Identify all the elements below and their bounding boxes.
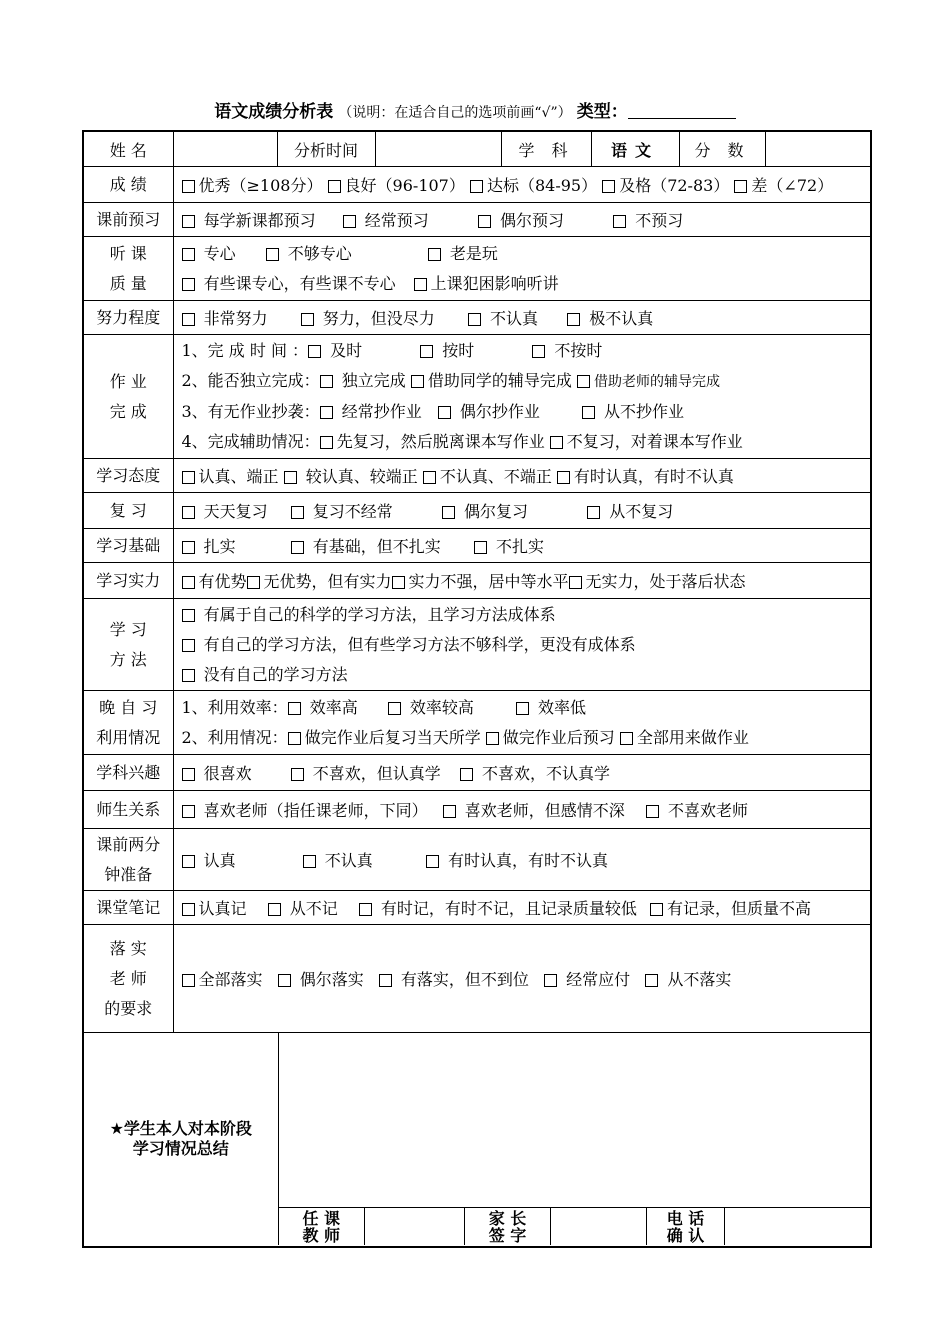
option-label: 偶尔预习	[500, 211, 565, 230]
row-listening	[83, 237, 871, 301]
row-label: 师生关系	[83, 791, 173, 829]
row-label: 完 成	[109, 401, 147, 421]
option-label: 没有自己的学习方法	[203, 664, 348, 684]
row-label: 学习基础	[83, 529, 173, 563]
option-label: 复习不经常	[312, 502, 393, 521]
row-pre-class-prep	[83, 829, 871, 891]
checkbox-icon[interactable]	[443, 805, 456, 818]
row-effort	[83, 301, 871, 335]
checkbox-icon[interactable]	[291, 768, 304, 781]
time-field[interactable]	[375, 132, 501, 166]
row-label: 努力程度	[83, 301, 173, 335]
option-label: 专心	[203, 243, 236, 263]
row-label: 利用情况	[96, 727, 161, 747]
type-input-line[interactable]	[628, 104, 736, 119]
checkbox-icon[interactable]	[411, 375, 424, 388]
row-label: 作 业	[109, 371, 147, 391]
option-label: 全部用来做作业	[636, 727, 749, 747]
checkbox-icon[interactable]	[182, 768, 195, 781]
checkbox-icon[interactable]	[587, 506, 600, 519]
option-label: 不喜欢，但认真学	[312, 764, 441, 783]
phone-label: 电 话	[666, 1208, 705, 1228]
row-label: 成 绩	[83, 167, 173, 203]
row-homework	[83, 335, 871, 459]
row-review	[83, 493, 871, 529]
checkbox-icon[interactable]	[516, 702, 529, 715]
checkbox-icon[interactable]	[470, 180, 483, 193]
checkbox-icon[interactable]	[414, 278, 427, 291]
option-label: 不够专心	[287, 243, 352, 263]
time-label: 分析时间	[277, 132, 375, 166]
option-label: 有基础，但不扎实	[312, 537, 441, 556]
checkbox-icon[interactable]	[182, 215, 195, 228]
question-label: 2、能否独立完成：	[181, 371, 320, 390]
row-label: 课堂笔记	[83, 891, 173, 925]
checkbox-icon[interactable]	[182, 506, 195, 519]
checkbox-icon[interactable]	[266, 248, 279, 261]
option-label: 无优势，但有实力	[263, 572, 392, 591]
option-label: 有落实，但不到位	[400, 970, 529, 989]
option-label: 有时认真，有时不认真	[448, 851, 609, 870]
option-label: 无实力，处于落后状态	[585, 572, 746, 591]
checkbox-icon[interactable]	[478, 215, 491, 228]
option-label: 按时	[442, 341, 475, 360]
checkbox-icon[interactable]	[182, 248, 195, 261]
option-good[interactable]: 良好（96-107）	[328, 176, 465, 195]
option-label: 喜欢老师（指任课老师，下同）	[203, 801, 428, 820]
form-title-line	[0, 97, 950, 122]
summary-label: 学习情况总结	[132, 1139, 229, 1158]
option-label: 效率高	[309, 697, 358, 717]
option-label: 做完作业后复习当天所学	[304, 727, 481, 747]
option-label: 非常努力	[203, 309, 268, 328]
option-label: 做完作业后预习	[502, 727, 615, 747]
row-teacher-relation	[83, 791, 871, 829]
checkbox-icon[interactable]	[291, 506, 304, 519]
parent-label: 家 长	[488, 1208, 527, 1228]
option-label: 有优势	[198, 572, 247, 591]
row-teacher-requirements	[83, 925, 871, 1033]
subject-value: 语文	[591, 132, 679, 166]
row-foundation	[83, 529, 871, 563]
option-label: 认真、端正	[198, 467, 279, 486]
checkbox-icon[interactable]	[557, 471, 570, 484]
row-label: 学习态度	[83, 459, 173, 493]
checkbox-icon[interactable]	[247, 576, 260, 589]
type-label: 类型：	[576, 102, 628, 122]
row-summary: ★学生本人对本阶段 学习情况总结 任 课 教 师 家 长 签 字 电 话 确 认	[83, 1033, 871, 1248]
checkbox-icon[interactable]	[182, 805, 195, 818]
option-label: 有时认真，有时不认真	[573, 467, 734, 486]
checkbox-icon[interactable]	[182, 974, 195, 987]
checkbox-icon[interactable]	[288, 702, 301, 715]
row-label: 质 量	[109, 273, 147, 293]
option-label: 较认真、较端正	[305, 467, 418, 486]
option-label: 不扎实	[496, 537, 545, 556]
subject-label: 学 科	[501, 132, 591, 166]
checkbox-icon[interactable]	[420, 345, 433, 358]
checkbox-icon[interactable]	[569, 576, 582, 589]
row-label: 落 实	[109, 938, 147, 958]
analysis-form-table	[82, 130, 872, 1248]
checkbox-icon[interactable]	[182, 639, 195, 652]
option-label: 借助同学的辅导完成	[427, 371, 572, 390]
instruction-note: （说明：在适合自己的选项前画“√”）	[338, 105, 572, 121]
question-label: 4、完成辅助情况：	[181, 432, 320, 451]
summary-label: ★学生本人对本阶段	[109, 1119, 252, 1138]
checkbox-icon[interactable]	[734, 180, 747, 193]
option-label: 偶尔落实	[299, 970, 364, 989]
option-label: 不认真、不端正	[439, 467, 552, 486]
option-label: 很喜欢	[203, 764, 252, 783]
option-label: 老是玩	[449, 243, 498, 263]
row-attitude	[83, 459, 871, 493]
option-label: 从不记	[289, 899, 338, 918]
checkbox-icon[interactable]	[359, 903, 372, 916]
option-label: 经常应付	[566, 970, 631, 989]
option-label: 有属于自己的科学的学习方法，且学习方法成体系	[203, 604, 556, 624]
row-strength	[83, 563, 871, 599]
checkbox-icon[interactable]	[288, 732, 301, 745]
option-label: 实力不强，居中等水平	[408, 572, 569, 591]
option-label: 偶尔复习	[464, 502, 529, 521]
question-label: 1、利用效率：	[181, 697, 288, 717]
option-label: 从不抄作业	[604, 402, 685, 421]
option-pass[interactable]: 及格（72-83）	[602, 176, 729, 195]
checkbox-icon[interactable]	[284, 471, 297, 484]
row-label: 学习实力	[83, 563, 173, 599]
option-label: 上课犯困影响听讲	[430, 273, 559, 293]
row-preview	[83, 203, 871, 237]
checkbox-icon[interactable]	[646, 805, 659, 818]
option-label: 有些课专心，有些课不专心	[203, 273, 396, 293]
checkbox-icon[interactable]	[428, 248, 441, 261]
checkbox-icon[interactable]	[460, 768, 473, 781]
phone-confirm-field[interactable]	[725, 1208, 871, 1246]
checkbox-icon[interactable]	[577, 375, 590, 388]
checkbox-icon[interactable]	[602, 180, 615, 193]
option-label: 效率较高	[409, 697, 474, 717]
checkbox-icon[interactable]	[320, 375, 333, 388]
row-class-notes	[83, 891, 871, 925]
checkbox-icon[interactable]	[182, 541, 195, 554]
row-method	[83, 599, 871, 691]
score-field[interactable]	[765, 132, 870, 166]
name-field[interactable]	[173, 132, 277, 166]
checkbox-icon[interactable]	[567, 313, 580, 326]
option-label: 极不认真	[589, 309, 654, 328]
checkbox-icon[interactable]	[438, 406, 451, 419]
checkbox-icon[interactable]	[182, 471, 195, 484]
option-label: 扎实	[203, 537, 236, 556]
option-label: 全部落实	[198, 970, 263, 989]
row-label: 方 法	[109, 649, 147, 669]
option-label: 努力，但没尽力	[322, 309, 435, 328]
option-label: 认真记	[198, 899, 247, 918]
option-label: 独立完成	[341, 371, 406, 390]
parent-sign-field[interactable]	[551, 1208, 647, 1246]
checkbox-icon[interactable]	[328, 180, 341, 193]
checkbox-icon[interactable]	[486, 732, 499, 745]
checkbox-icon[interactable]	[474, 541, 487, 554]
info-row	[83, 131, 871, 167]
checkbox-icon[interactable]	[468, 313, 481, 326]
checkbox-icon[interactable]	[320, 406, 333, 419]
checkbox-icon[interactable]	[613, 215, 626, 228]
row-label: 学 习	[109, 619, 147, 639]
checkbox-icon[interactable]	[423, 471, 436, 484]
checkbox-icon[interactable]	[182, 903, 195, 916]
row-label: 学科兴趣	[83, 755, 173, 791]
checkbox-icon[interactable]	[182, 855, 195, 868]
checkbox-icon[interactable]	[182, 180, 195, 193]
option-label: 有自己的学习方法，但有些学习方法不够科学，更没有成体系	[203, 634, 636, 654]
option-label: 天天复习	[203, 502, 268, 521]
checkbox-icon[interactable]	[182, 609, 195, 622]
score-label: 分 数	[679, 132, 765, 166]
checkbox-icon[interactable]	[620, 732, 633, 745]
option-label: 不预习	[635, 211, 684, 230]
option-label: 经常抄作业	[341, 402, 422, 421]
option-label: 借助老师的辅导完成	[594, 374, 720, 390]
option-label: 从不落实	[667, 970, 732, 989]
row-label: 晚 自 习	[99, 697, 158, 717]
option-label: 经常预习	[364, 211, 429, 230]
option-label: 不喜欢，不认真学	[482, 764, 611, 783]
checkbox-icon[interactable]	[426, 855, 439, 868]
option-label: 先复习，然后脱离课本写作业	[336, 432, 545, 451]
checkbox-icon[interactable]	[278, 974, 291, 987]
option-poor[interactable]: 差（∠72）	[734, 176, 833, 195]
checkbox-icon[interactable]	[544, 974, 557, 987]
checkbox-icon[interactable]	[182, 278, 195, 291]
checkbox-icon[interactable]	[532, 345, 545, 358]
checkbox-icon[interactable]	[582, 406, 595, 419]
option-label: 及时	[330, 341, 363, 360]
option-label: 每学新课都预习	[203, 211, 316, 230]
row-label: 复 习	[83, 493, 173, 529]
option-label: 喜欢老师，但感情不深	[464, 801, 625, 820]
checkbox-icon[interactable]	[291, 541, 304, 554]
question-label: 2、利用情况：	[181, 727, 288, 747]
question-label: 1、完 成 时 间 ：	[181, 341, 309, 360]
row-label: 听 课	[109, 243, 147, 263]
option-label: 不复习，对着课本写作业	[566, 432, 743, 451]
checkbox-icon[interactable]	[379, 974, 392, 987]
form-title: 语文成绩分析表	[214, 102, 334, 122]
row-label: 钟准备	[104, 864, 153, 884]
option-excellent[interactable]: 优秀（≥108分）	[182, 176, 323, 195]
checkbox-icon[interactable]	[182, 576, 195, 589]
option-label: 有时记，有时不记，且记录质量较低	[380, 899, 637, 918]
option-label: 不认真	[324, 851, 373, 870]
checkbox-icon[interactable]	[268, 903, 281, 916]
row-label: 的要求	[104, 998, 153, 1018]
row-label: 课前两分	[96, 834, 161, 854]
checkbox-icon[interactable]	[308, 345, 321, 358]
teacher-sign-field[interactable]	[365, 1208, 465, 1246]
row-grade	[83, 167, 871, 203]
name-label: 姓 名	[109, 140, 147, 160]
row-interest	[83, 755, 871, 791]
option-label: 不喜欢老师	[668, 801, 749, 820]
option-label: 不按时	[554, 341, 603, 360]
checkbox-icon[interactable]	[550, 436, 563, 449]
checkbox-icon[interactable]	[182, 669, 195, 682]
option-label: 从不复习	[609, 502, 674, 521]
option-label: 有记录，但质量不高	[667, 899, 812, 918]
option-label: 偶尔抄作业	[459, 402, 540, 421]
checkbox-icon[interactable]	[343, 215, 356, 228]
checkbox-icon[interactable]	[303, 855, 316, 868]
checkbox-icon[interactable]	[442, 506, 455, 519]
row-label: 课前预习	[83, 203, 173, 237]
summary-text-area[interactable]	[279, 1035, 871, 1207]
row-evening-study	[83, 691, 871, 755]
checkbox-icon[interactable]	[301, 313, 314, 326]
question-label: 3、有无作业抄袭：	[181, 402, 320, 421]
teacher-label: 任 课	[302, 1208, 341, 1228]
option-label: 不认真	[490, 309, 539, 328]
checkbox-icon[interactable]	[182, 313, 195, 326]
row-label: 老 师	[109, 968, 147, 988]
checkbox-icon[interactable]	[645, 974, 658, 987]
checkbox-icon[interactable]	[320, 436, 333, 449]
checkbox-icon[interactable]	[650, 903, 663, 916]
checkbox-icon[interactable]	[392, 576, 405, 589]
checkbox-icon[interactable]	[388, 702, 401, 715]
option-standard[interactable]: 达标（84-95）	[470, 176, 597, 195]
option-label: 效率低	[538, 697, 587, 717]
option-label: 认真	[203, 851, 236, 870]
